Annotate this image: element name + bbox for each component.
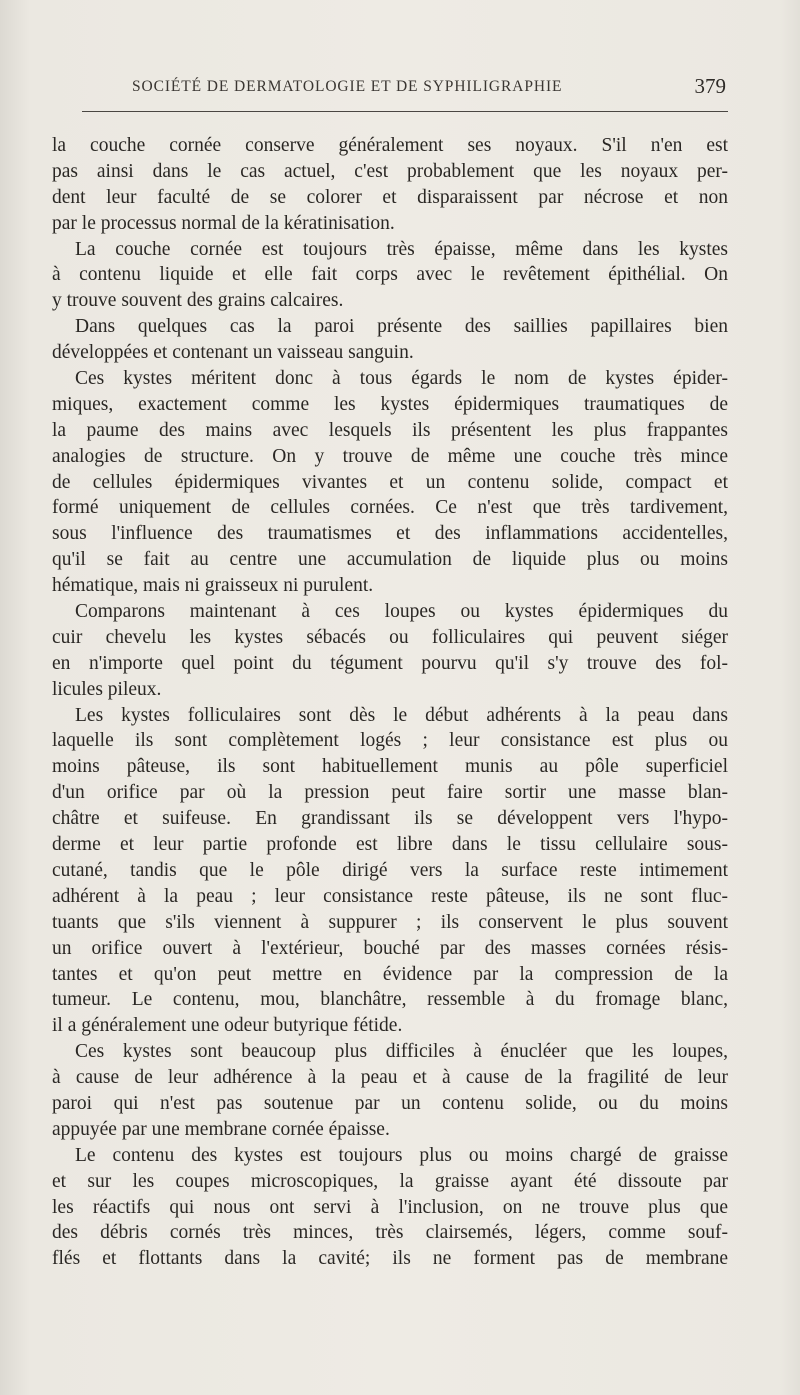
text-line: pas ainsi dans le cas actuel, c'est probablement que les noyaux per- xyxy=(52,160,728,182)
text-line: flés et flottants dans la cavité; ils ne forment pas de membrane xyxy=(52,1248,728,1270)
text-line: développées et contenant un vaisseau sanguin. xyxy=(52,342,414,364)
text-line: châtre et suifeuse. En grandissant ils se développent vers l'hypo- xyxy=(52,808,728,830)
text-line: Le contenu des kystes est toujours plus ou moins chargé de graisse xyxy=(75,1144,728,1166)
text-line: La couche cornée est toujours très épaisse, même dans les kystes xyxy=(75,238,728,260)
text-line: tuants que s'ils viennent à suppurer ; ils conservent le plus souvent xyxy=(52,911,728,933)
body-text xyxy=(52,133,728,1272)
header-rule xyxy=(82,111,728,112)
text-line: Les kystes folliculaires sont dès le début adhérents à la peau dans xyxy=(75,704,728,726)
text-line: Ces kystes méritent donc à tous égards le nom de kystes épider- xyxy=(75,368,728,390)
text-line: Comparons maintenant à ces loupes ou kystes épidermiques du xyxy=(75,601,728,623)
text-line: Ces kystes sont beaucoup plus difficiles à énucléer que les loupes, xyxy=(75,1041,728,1063)
text-line: des débris cornés très minces, très clairsemés, légers, comme souf- xyxy=(52,1222,728,1244)
text-line: adhérent à la peau ; leur consistance reste pâteuse, ils ne sont fluc- xyxy=(52,885,728,907)
text-line: tantes et qu'on peut mettre en évidence par la compression de la xyxy=(52,963,728,985)
running-title: SOCIÉTÉ DE DERMATOLOGIE ET DE SYPHILIGRAPHIE xyxy=(132,78,563,95)
text-line: qu'il se fait au centre une accumulation de liquide plus ou moins xyxy=(52,549,728,571)
text-line: d'un orifice par où la pression peut faire sortir une masse blan- xyxy=(52,782,728,804)
text-line: miques, exactement comme les kystes épidermiques traumatiques de xyxy=(52,393,728,415)
page-number: 379 xyxy=(694,74,726,98)
text-line: y trouve souvent des grains calcaires. xyxy=(52,290,344,312)
text-line: les réactifs qui nous ont servi à l'inclusion, on ne trouve plus que xyxy=(52,1196,728,1218)
text-line: formé uniquement de cellules cornées. Ce n'est que très tardivement, xyxy=(52,497,728,519)
text-line: de cellules épidermiques vivantes et un contenu solide, compact et xyxy=(52,471,728,493)
text-line: licules pileux. xyxy=(52,678,162,700)
text-line: il a généralement une odeur butyrique fétide. xyxy=(52,1015,403,1037)
text-line: laquelle ils sont complètement logés ; leur consistance est plus ou xyxy=(52,730,728,752)
text-line: par le processus normal de la kératinisation. xyxy=(52,212,395,234)
text-line: dent leur faculté de se colorer et disparaissent par nécrose et non xyxy=(52,186,728,208)
text-line: la paume des mains avec lesquels ils présentent les plus frappantes xyxy=(52,419,728,441)
text-line: un orifice ouvert à l'extérieur, bouché par des masses cornées résis- xyxy=(52,937,728,959)
text-line: derme et leur partie profonde est libre dans le tissu cellulaire sous- xyxy=(52,834,728,856)
text-line: paroi qui n'est pas soutenue par un contenu solide, ou du moins xyxy=(52,1092,728,1114)
text-line: tumeur. Le contenu, mou, blanchâtre, ressemble à du fromage blanc, xyxy=(52,989,728,1011)
text-line: analogies de structure. On y trouve de même une couche très mince xyxy=(52,445,728,467)
text-line: cuir chevelu les kystes sébacés ou folliculaires qui peuvent siéger xyxy=(52,626,728,648)
text-line: hématique, mais ni graisseux ni purulent. xyxy=(52,575,374,597)
text-line: et sur les coupes microscopiques, la graisse ayant été dissoute par xyxy=(52,1170,728,1192)
text-line: moins pâteuse, ils sont habituellement munis au pôle superficiel xyxy=(52,756,728,778)
text-line: à contenu liquide et elle fait corps avec le revêtement épithélial. On xyxy=(52,264,728,286)
text-line: en n'importe quel point du tégument pourvu qu'il s'y trouve des fol- xyxy=(52,652,728,674)
page-header xyxy=(52,74,728,104)
text-line: la couche cornée conserve généralement ses noyaux. S'il n'en est xyxy=(52,135,728,156)
text-line: Dans quelques cas la paroi présente des saillies papillaires bien xyxy=(75,316,728,338)
text-line: cutané, tandis que le pôle dirigé vers la surface reste intimement xyxy=(52,859,728,881)
text-line: sous l'influence des traumatismes et des inflammations accidentelles, xyxy=(52,523,728,545)
text-line: appuyée par une membrane cornée épaisse. xyxy=(52,1118,390,1140)
text-line: à cause de leur adhérence à la peau et à cause de la fragilité de leur xyxy=(52,1067,728,1089)
